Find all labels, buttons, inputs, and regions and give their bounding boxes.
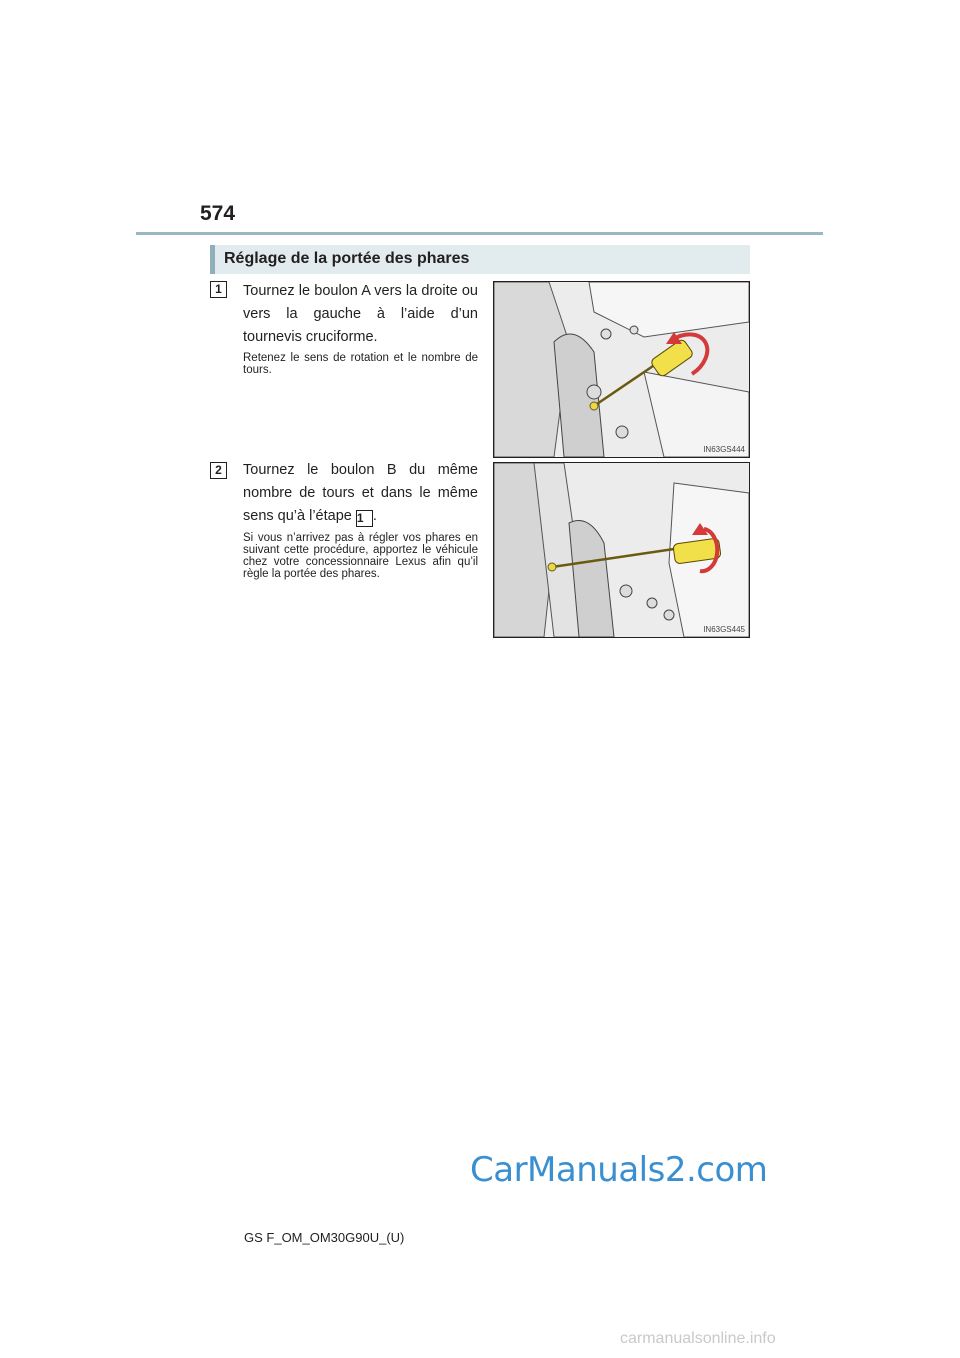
step-2-text-after: . — [372, 508, 377, 524]
section-header — [210, 245, 750, 274]
page-number: 574 — [200, 202, 236, 225]
step-1-figure — [493, 281, 750, 458]
step-2-ref-badge: 1 — [356, 510, 373, 527]
step-2-figure-code: IN63GS445 — [703, 625, 745, 634]
watermark-footer: carmanualsonline.info — [620, 1330, 776, 1347]
step-2-note: Si vous n’arrivez pas à régler vos phares en suivant cette procédure, apportez le véhicule chez votre concessionnaire Lexus afin qu’il règle la portée des phares. — [243, 532, 478, 580]
step-1-figure-code: IN63GS444 — [703, 445, 745, 454]
step-2-text-before: Tournez le boulon B du même nombre de tours et dans le même sens qu’à l’étape — [243, 462, 478, 524]
step-2-badge: 2 — [210, 462, 227, 479]
watermark-logo: CarManuals2.com — [470, 1150, 768, 1190]
section-title: Réglage de la portée des phares — [224, 250, 470, 267]
headlight-bolt-b-illustration — [494, 463, 749, 637]
footer-code: GS F_OM_OM30G90U_(U) — [244, 1230, 405, 1245]
step-2-figure — [493, 462, 750, 638]
step-2-text — [243, 459, 478, 528]
step-1-note: Retenez le sens de rotation et le nombre de tours. — [243, 352, 478, 376]
header-rule — [136, 232, 823, 235]
headlight-bolt-a-illustration — [494, 282, 749, 457]
step-1-badge: 1 — [210, 281, 227, 298]
section-header-accent — [210, 245, 215, 274]
step-1-text: Tournez le boulon A vers la droite ou vers la gauche à l’aide d’un tournevis cruciforme. — [243, 283, 478, 345]
